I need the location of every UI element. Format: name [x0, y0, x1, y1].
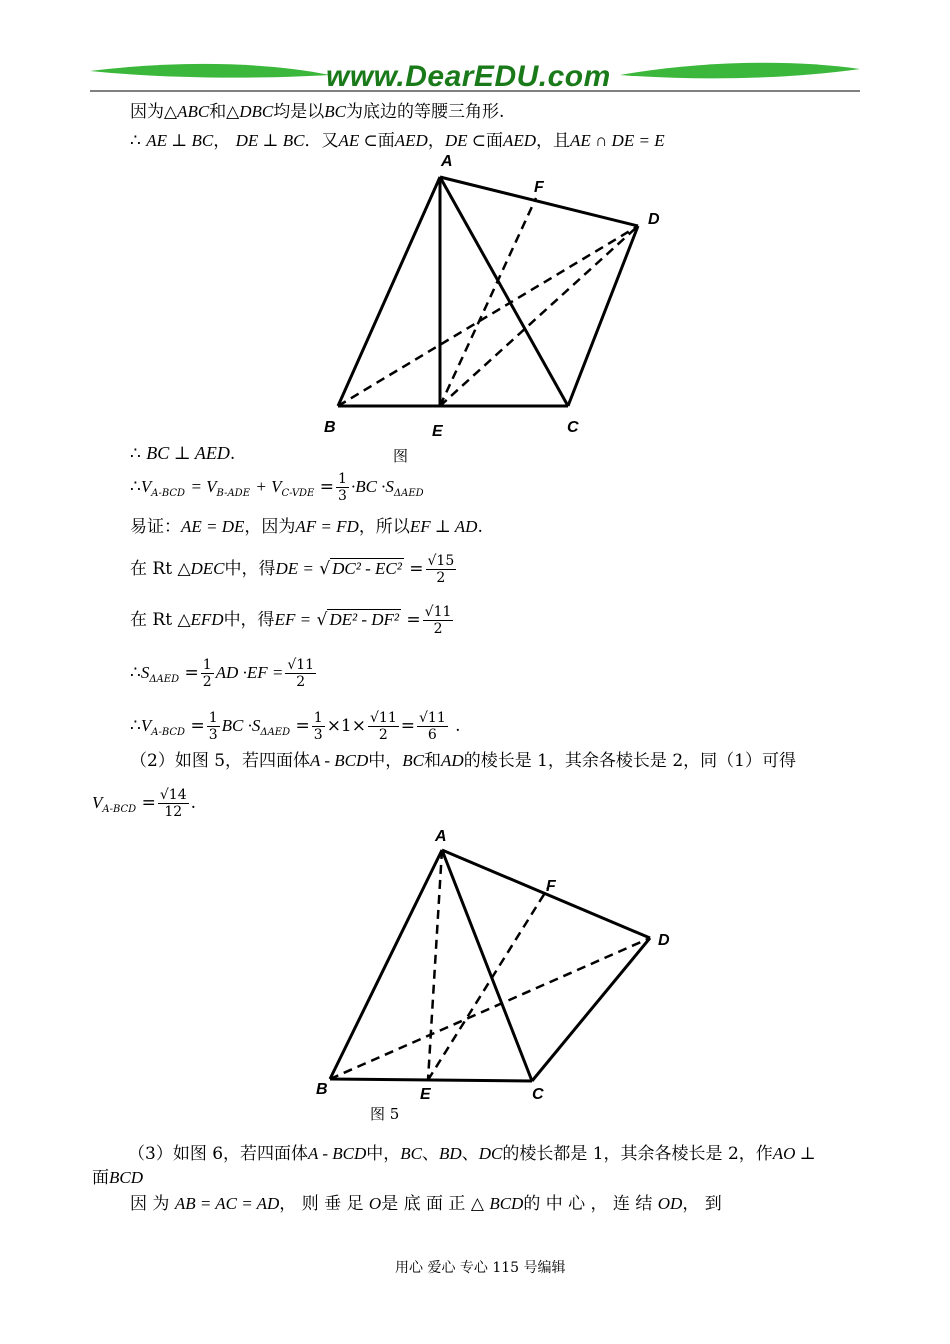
text-line-1: 因为△ABC和△DBC均是以BC为底边的等腰三角形. [130, 102, 505, 122]
edge-dc [568, 226, 638, 406]
edge-ef-hidden [428, 888, 548, 1080]
edge-ae-hidden [428, 850, 442, 1080]
edge-ed-hidden [440, 226, 638, 406]
page-footer: 用心 爱心 专心 115 号编辑 [395, 1260, 566, 1276]
label-a: A [441, 153, 453, 170]
label-b: B [324, 419, 336, 436]
label-a: A [435, 828, 447, 845]
text-line-14: 因 为 AB = AC = AD， 则 垂 足 O是 底 面 正 △ BCD的 中 心 ， 连 结 OD， 到 [130, 1194, 722, 1214]
edge-bd-hidden [338, 226, 638, 406]
edge-bd-hidden [330, 938, 650, 1079]
label-d: D [658, 932, 670, 949]
edge-ef-hidden [440, 198, 536, 406]
text-line-10: （2）如图 5，若四面体A - BCD中，BC和AD的棱长是 1，其余各棱长是 2，同（1）可得 [130, 751, 796, 771]
figure-tetrahedron-5 [310, 825, 680, 1105]
label-c: C [532, 1086, 544, 1103]
text-line-3: ∴ BC ⊥ AED. [130, 443, 236, 464]
edge-ac [440, 177, 568, 406]
label-d: D [648, 211, 660, 228]
right-leaf-icon [620, 63, 860, 79]
text-line-2: ∴ AE ⊥ BC， DE ⊥ BC．又AE ⊂面AED，DE ⊂面AED，且AE ∩ DE = E [130, 131, 665, 151]
label-c: C [567, 419, 579, 436]
text-line-13: 面BCD [92, 1168, 143, 1188]
edge-bc [330, 1079, 532, 1081]
label-e: E [420, 1086, 431, 1103]
text-line-11: $V_{A-BCD}$ = $\frac{√14}{12}$ . [92, 787, 197, 820]
text-line-5: 易证：AE = DE，因为AF = FD，所以EF ⊥ AD. [130, 517, 483, 537]
text-line-6: 在 Rt △DEC中，得DE = √ DC² - EC² = $\frac{√15}{2}$ [130, 553, 455, 586]
text-line-4: $\therefore V_{A-BCD} = V_{B-ADE} + V_{C-VDE}$ = $\frac{1}{3}$ $\cdot BC \cdot S_{\Delta AED}$ [130, 471, 424, 504]
left-leaf-icon [90, 64, 330, 78]
figure-1-caption: 图 [393, 447, 409, 465]
label-f: F [546, 878, 556, 895]
edge-ab [338, 177, 440, 406]
edge-dc [532, 938, 650, 1081]
text-line-8: $\therefore S_{\Delta AED}$ = $\frac{1}{2}$ AD ·EF = $\frac{√11}{2}$ [130, 657, 315, 690]
text-line-9: $\therefore V_{A-BCD}$ = $\frac{1}{3}$ BC $\cdot S_{\Delta AED}$ = $\frac{1}{3}$ ×1× $\frac{√11}{2}$ = $\frac{√11}{6}$ . [130, 710, 461, 743]
text-line-7: 在 Rt △EFD中，得EF = √ DE² - DF² = $\frac{√11}{2}$ [130, 604, 452, 637]
figure-tetrahedron-1 [310, 150, 670, 445]
figure-5-caption: 图 5 [370, 1105, 400, 1123]
edge-ac [442, 850, 532, 1081]
text-line-12: （3）如图 6，若四面体A - BCD中，BC、BD、DC的棱长都是 1，其余各棱长是 2，作AO ⊥ [128, 1144, 816, 1164]
edge-ab [330, 850, 442, 1079]
label-b: B [316, 1081, 328, 1098]
label-e: E [432, 423, 443, 440]
site-logo-text: www.DearEDU.com [326, 60, 611, 93]
label-f: F [534, 179, 544, 196]
